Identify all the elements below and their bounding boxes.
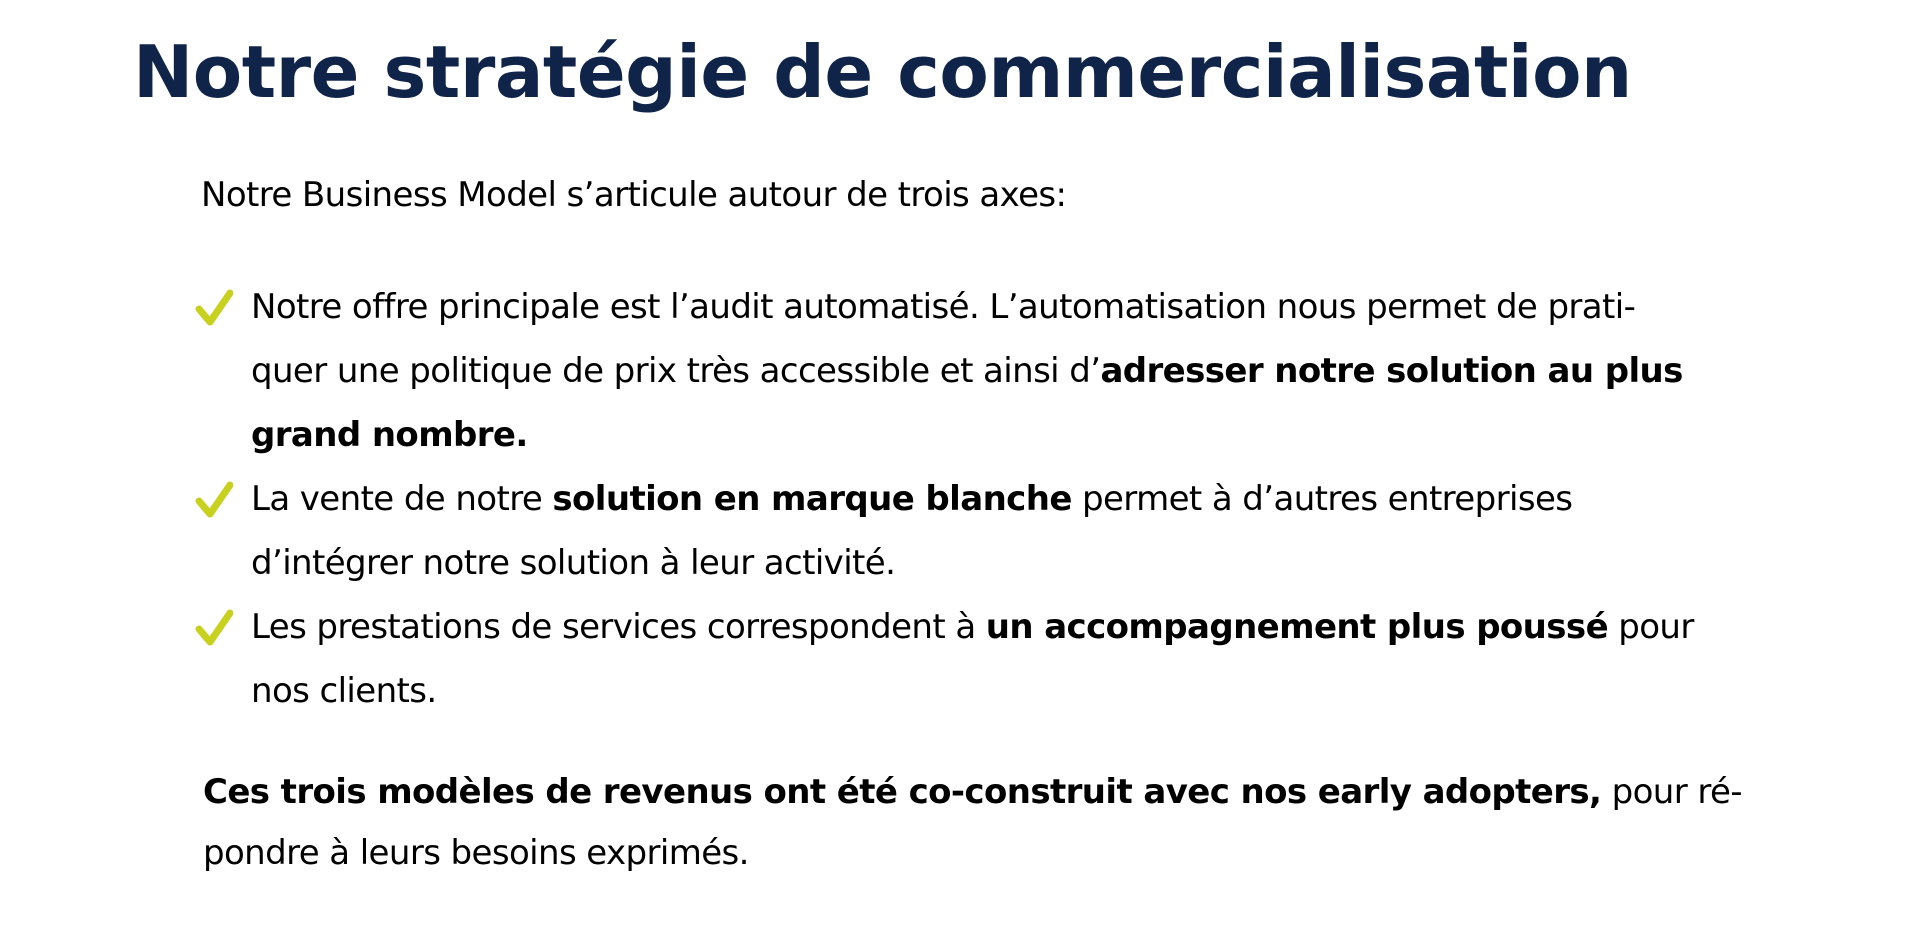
bullet-list (195, 275, 1705, 723)
intro-text: Notre Business Model s’articule autour de trois axes: (201, 175, 1067, 215)
bullet-item-services (195, 595, 1705, 723)
bullet-text: Les prestations de services correspondent à (251, 607, 986, 647)
check-icon (195, 481, 233, 519)
bullet-text: permet à d’autres entreprises (1071, 479, 1573, 519)
bullet-line (251, 595, 1705, 659)
bullet-item-white-label (195, 467, 1705, 595)
bullet-text: quer une politique de prix très accessible et ainsi d’ (251, 351, 1101, 391)
bullet-emphasis: grand nombre. (251, 415, 528, 455)
conclusion-line (203, 762, 1742, 823)
bullet-text: Notre offre principale est l’audit automatisé. L’automatisation nous permet de prati- (251, 287, 1636, 327)
slide-title: Notre stratégie de commercialisation (133, 30, 1632, 114)
bullet-line (251, 467, 1705, 531)
check-icon (195, 609, 233, 647)
conclusion-emphasis: Ces trois modèles de revenus ont été co-construit avec nos early adopters, (203, 772, 1602, 812)
bullet-text: La vente de notre (251, 479, 553, 519)
check-icon (195, 289, 233, 327)
bullet-text: pour (1608, 607, 1694, 647)
bullet-text: nos clients. (251, 671, 437, 711)
bullet-emphasis: solution en marque blanche (552, 479, 1072, 519)
bullet-emphasis: un accompagnement plus poussé (985, 607, 1609, 647)
bullet-line (251, 339, 1705, 403)
conclusion-text (203, 762, 1742, 884)
bullet-text: d’intégrer notre solution à leur activité. (251, 543, 896, 583)
conclusion-normal: pour ré- (1601, 772, 1742, 812)
bullet-emphasis: adresser notre solution au plus (1100, 351, 1683, 391)
bullet-line (251, 275, 1705, 339)
bullet-item-audit (195, 275, 1705, 467)
conclusion-line-2: pondre à leurs besoins exprimés. (203, 833, 749, 873)
